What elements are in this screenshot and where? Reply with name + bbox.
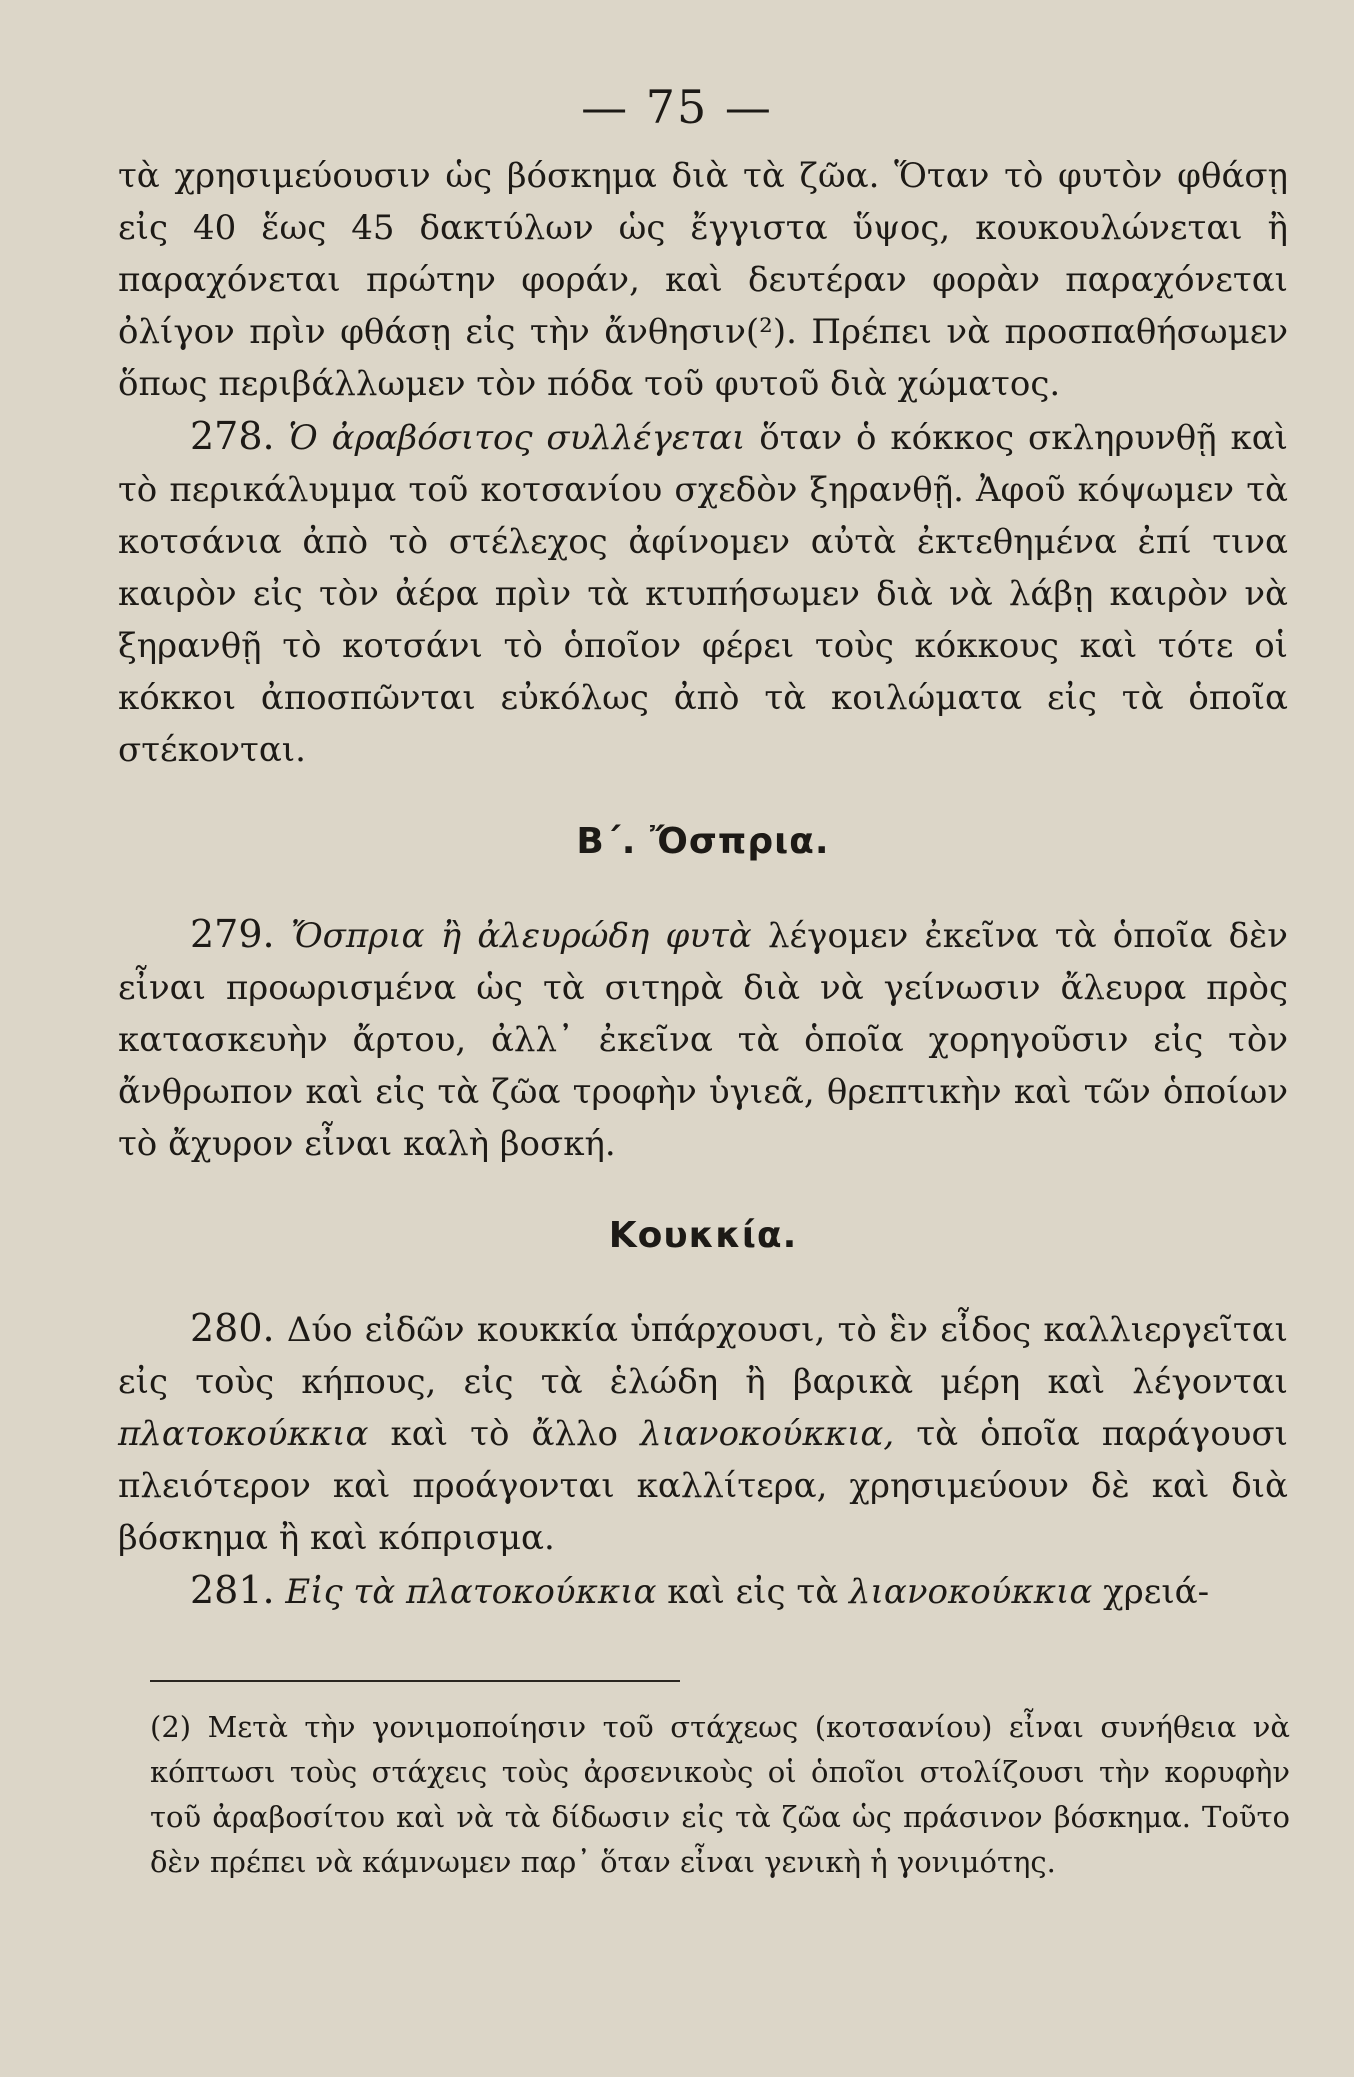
paragraph-number: 281. [190, 1568, 275, 1612]
paragraph-text: Δύο εἰδῶν κουκκία ὑπάρχουσι, τὸ ἓν εἶδος καλλιεργεῖται εἰς τοὺς κήπους, εἰς τὰ ἑλώδη ἢ βαρικὰ μέρη καὶ λέγονται [118, 1310, 1288, 1402]
paragraph-281 [118, 1564, 1288, 1618]
paragraph-text: χρειά- [1103, 1572, 1210, 1612]
paragraph-text: καὶ εἰς τὰ [667, 1572, 839, 1612]
paragraph-280 [118, 1302, 1288, 1564]
paragraph-text: ὅταν ὁ κόκκος σκληρυνθῇ καὶ τὸ περικάλυμμα τοῦ κοτσανίου σχεδὸν ξηρανθῇ. Ἀφοῦ κόψωμεν τὰ κοτσάνια ἀπὸ τὸ στέλεχος ἀφίνομεν αὐτὰ ἐκτεθημένα ἐπί τινα καιρὸν εἰς τὸν ἀέρα πρὶν τὰ κτυπήσωμεν διὰ νὰ λάβῃ καιρὸν νὰ ξηρανθῇ τὸ κοτσάνι τὸ ὁποῖον φέρει τοὺς κόκκους καὶ τότε οἱ κόκκοι ἀποσπῶνται εὐκόλως ἀπὸ τὰ κοιλώματα εἰς τὰ ὁποῖα στέκονται. [118, 418, 1288, 770]
paragraph-continuation: τὰ χρησιμεύουσιν ὡς βόσκημα διὰ τὰ ζῶα. Ὅταν τὸ φυτὸν φθάσῃ εἰς 40 ἕως 45 δακτύλων ὡς ἔγγιστα ὕψος, κουκουλώνεται ἢ παραχόνεται πρώτην φοράν, καὶ δευτέραν φορὰν παραχόνεται ὀλίγον πρὶν φθάσῃ εἰς τὴν ἄνθησιν(²). Πρέπει νὰ προσπαθήσωμεν ὅπως περιβάλλωμεν τὸν πόδα τοῦ φυτοῦ διὰ χώματος. [118, 156, 1288, 404]
italic-term: Εἰς τὰ πλατοκούκκια [285, 1572, 657, 1612]
paragraph-number: 278. [190, 414, 275, 458]
paragraph-278 [118, 410, 1288, 776]
italic-term: λιανοκούκκια [849, 1572, 1093, 1612]
footnote [150, 1705, 1290, 1885]
paragraph-lead: Ὄσπρια ἢ ἀλευρώδη φυτὰ [290, 916, 752, 956]
paragraph-279 [118, 908, 1288, 1170]
paragraph-text: λέγομεν ἐκεῖνα τὰ ὁποῖα δὲν εἶναι προωρισμένα ὡς τὰ σιτηρὰ διὰ νὰ γείνωσιν ἄλευρα πρὸς κατασκευὴν ἄρτου, ἀλλ᾽ ἐκεῖνα τὰ ὁποῖα χορηγοῦσιν εἰς τὸν ἄνθρωπον καὶ εἰς τὰ ζῶα τροφὴν ὑγιεᾶ, θρεπτικὴν καὶ τῶν ὁποίων τὸ ἄχυρον εἶναι καλὴ βοσκή. [118, 916, 1288, 1164]
italic-term: πλατοκούκκια [118, 1414, 369, 1454]
paragraph-text: καὶ τὸ ἄλλο [390, 1414, 619, 1454]
section-heading-ospria: Β΄. Ὄσπρια. [576, 821, 830, 862]
paragraph-lead: Ὁ ἀραβόσιτος συλλέγεται [288, 418, 746, 458]
footnote-text: (2) Μετὰ τὴν γονιμοποίησιν τοῦ στάχεως (κοτσανίου) εἶναι συνήθεια νὰ κόπτωσι τοὺς στάχεις τοὺς ἀρσενικοὺς οἱ ὁποῖοι στολίζουσι τὴν κορυφὴν τοῦ ἀραβοσίτου καὶ νὰ τὰ δίδωσιν εἰς τὰ ζῶα ὡς πράσινον βόσκημα. Τοῦτο δὲν πρέπει νὰ κάμνωμεν παρ᾽ ὅταν εἶναι γενικὴ ἡ γονιμότης. [150, 1710, 1290, 1879]
page-number: — 75 — [581, 80, 773, 134]
paragraph-number: 279. [190, 912, 275, 956]
italic-term: λιανοκούκκια, [640, 1414, 895, 1454]
main-text [118, 150, 1288, 1618]
paragraph-text: τὰ ὁποῖα παράγουσι πλειότερον καὶ προάγονται καλλίτερα, χρησιμεύουν δὲ καὶ διὰ βόσκημα ἢ καὶ κόπρισμα. [118, 1414, 1289, 1558]
section-heading-koukkia: Κουκκία. [608, 1215, 798, 1256]
paragraph-number: 280. [190, 1306, 275, 1350]
footnote-divider [150, 1680, 680, 1682]
